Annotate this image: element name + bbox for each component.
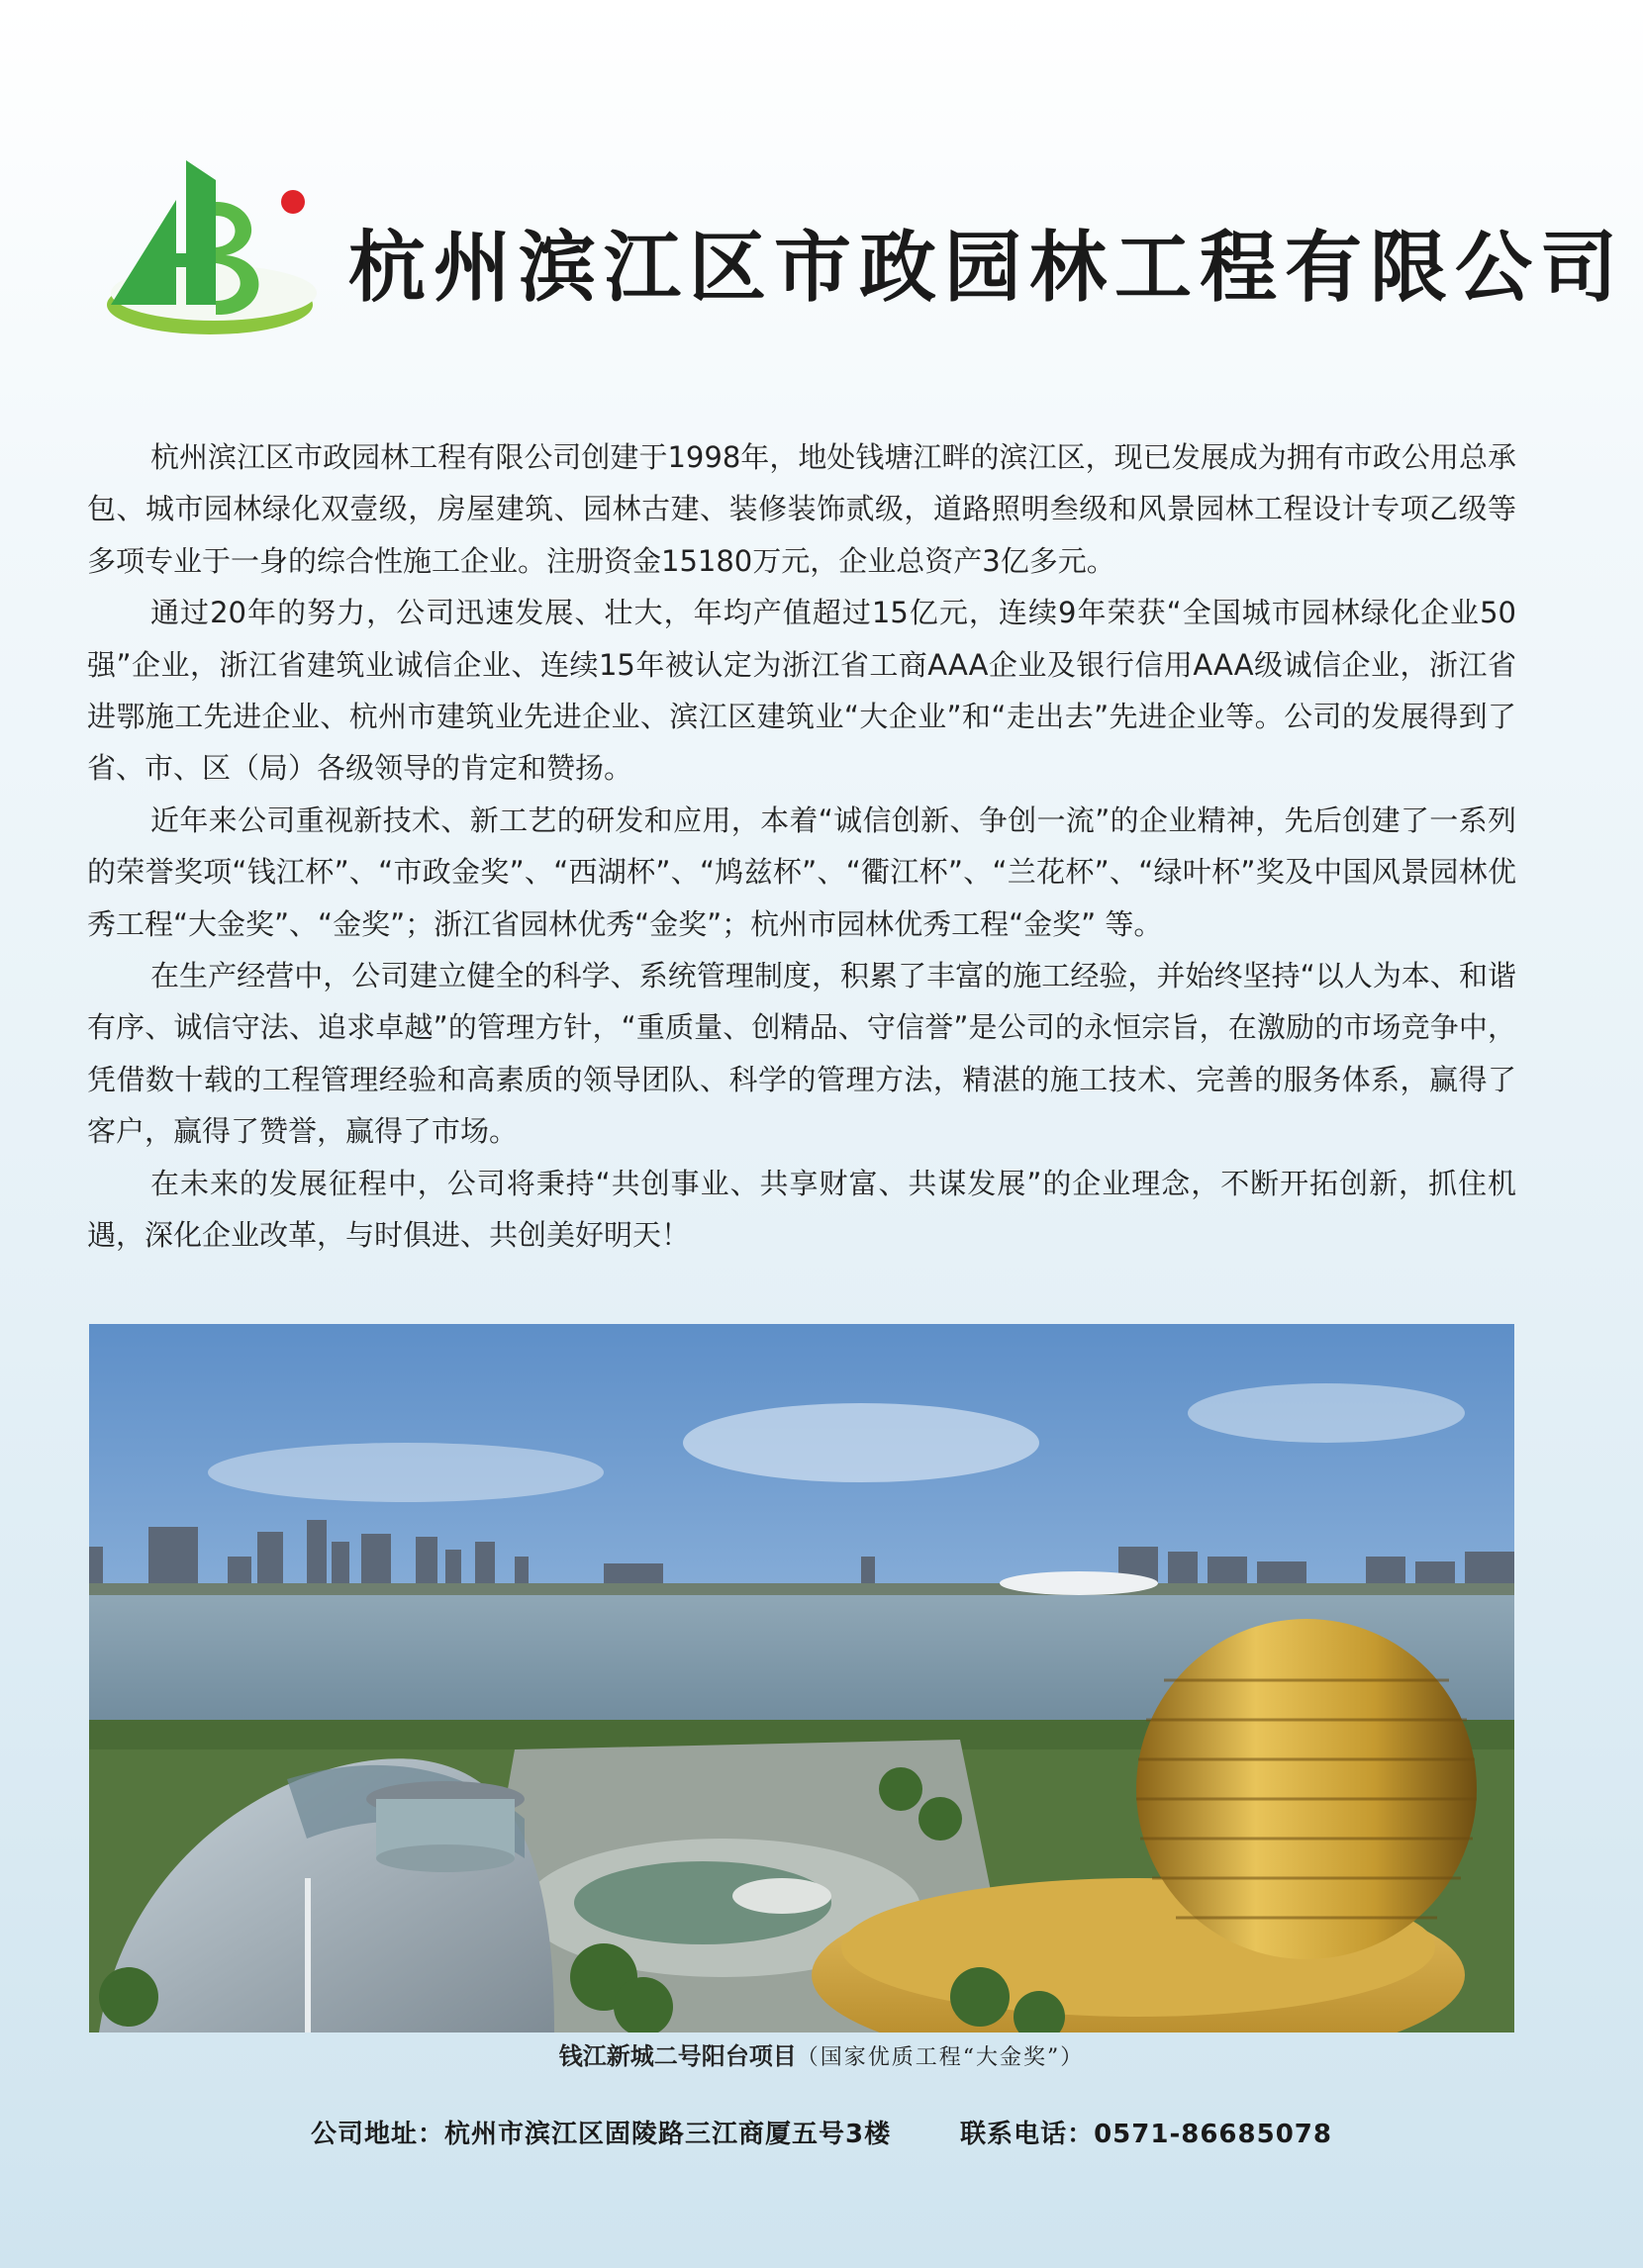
project-photo bbox=[89, 1324, 1514, 2032]
caption-sub: （国家优质工程“大金奖”） bbox=[796, 2045, 1085, 2070]
intro-paragraph: 在未来的发展征程中，公司将秉持“共创事业、共享财富、共谋发展”的企业理念，不断开拓创新，抓住机遇，深化企业改革，与时俱进、共创美好明天！ bbox=[87, 1166, 1516, 1253]
photo-caption bbox=[0, 2036, 1643, 2071]
company-name: 杭州滨江区市政园林工程有限公司 bbox=[348, 224, 1626, 313]
company-logo bbox=[99, 156, 319, 350]
intro-paragraph: 杭州滨江区市政园林工程有限公司创建于1998年，地处钱塘江畔的滨江区，现已发展成为拥有市政公用总承包、城市园林绿化双壹级，房屋建筑、园林古建、装修装饰贰级，道路照明叁级和风景园林工程设计专项乙级等多项专业于一身的综合性施工企业。注册资金15180万元，企业总资产3亿多元。 bbox=[87, 440, 1516, 578]
intro-paragraph: 在生产经营中，公司建立健全的科学、系统管理制度，积累了丰富的施工经验，并始终坚持“以人为本、和谐有序、诚信守法、追求卓越”的管理方针，“重质量、创精品、守信誉”是公司的永恒宗旨，在激励的市场竞争中，凭借数十载的工程管理经验和高素质的领导团队、科学的管理方法，精湛的施工技术、完善的服务体系，赢得了客户，赢得了赞誉，赢得了市场。 bbox=[87, 959, 1516, 1149]
company-phone: 联系电话：0571-86685078 bbox=[960, 2120, 1332, 2149]
intro-text bbox=[87, 431, 1516, 1262]
caption-main: 钱江新城二号阳台项目 bbox=[558, 2042, 797, 2070]
company-address: 公司地址：杭州市滨江区固陵路三江商厦五号3楼 bbox=[311, 2120, 892, 2149]
intro-paragraph: 近年来公司重视新技术、新工艺的研发和应用，本着“诚信创新、争创一流”的企业精神，先后创建了一系列的荣誉奖项“钱江杯”、“市政金奖”、“西湖杯”、“鸠兹杯”、“衢江杯”、“兰花杯”、“绿叶杯”奖及中国风景园林优秀工程“大金奖”、“金奖”；浙江省园林优秀“金奖”；杭州市园林优秀工程“金奖” 等。 bbox=[87, 803, 1516, 941]
intro-paragraph: 通过20年的努力，公司迅速发展、壮大，年均产值超过15亿元，连续9年荣获“全国城市园林绿化企业50强”企业，浙江省建筑业诚信企业、连续15年被认定为浙江省工商AAA企业及银行信用AAA级诚信企业，浙江省进鄂施工先进企业、杭州市建筑业先进企业、滨江区建筑业“大企业”和“走出去”先进企业等。公司的发展得到了省、市、区（局）各级领导的肯定和赞扬。 bbox=[87, 596, 1516, 786]
contact-footer bbox=[0, 2114, 1643, 2150]
